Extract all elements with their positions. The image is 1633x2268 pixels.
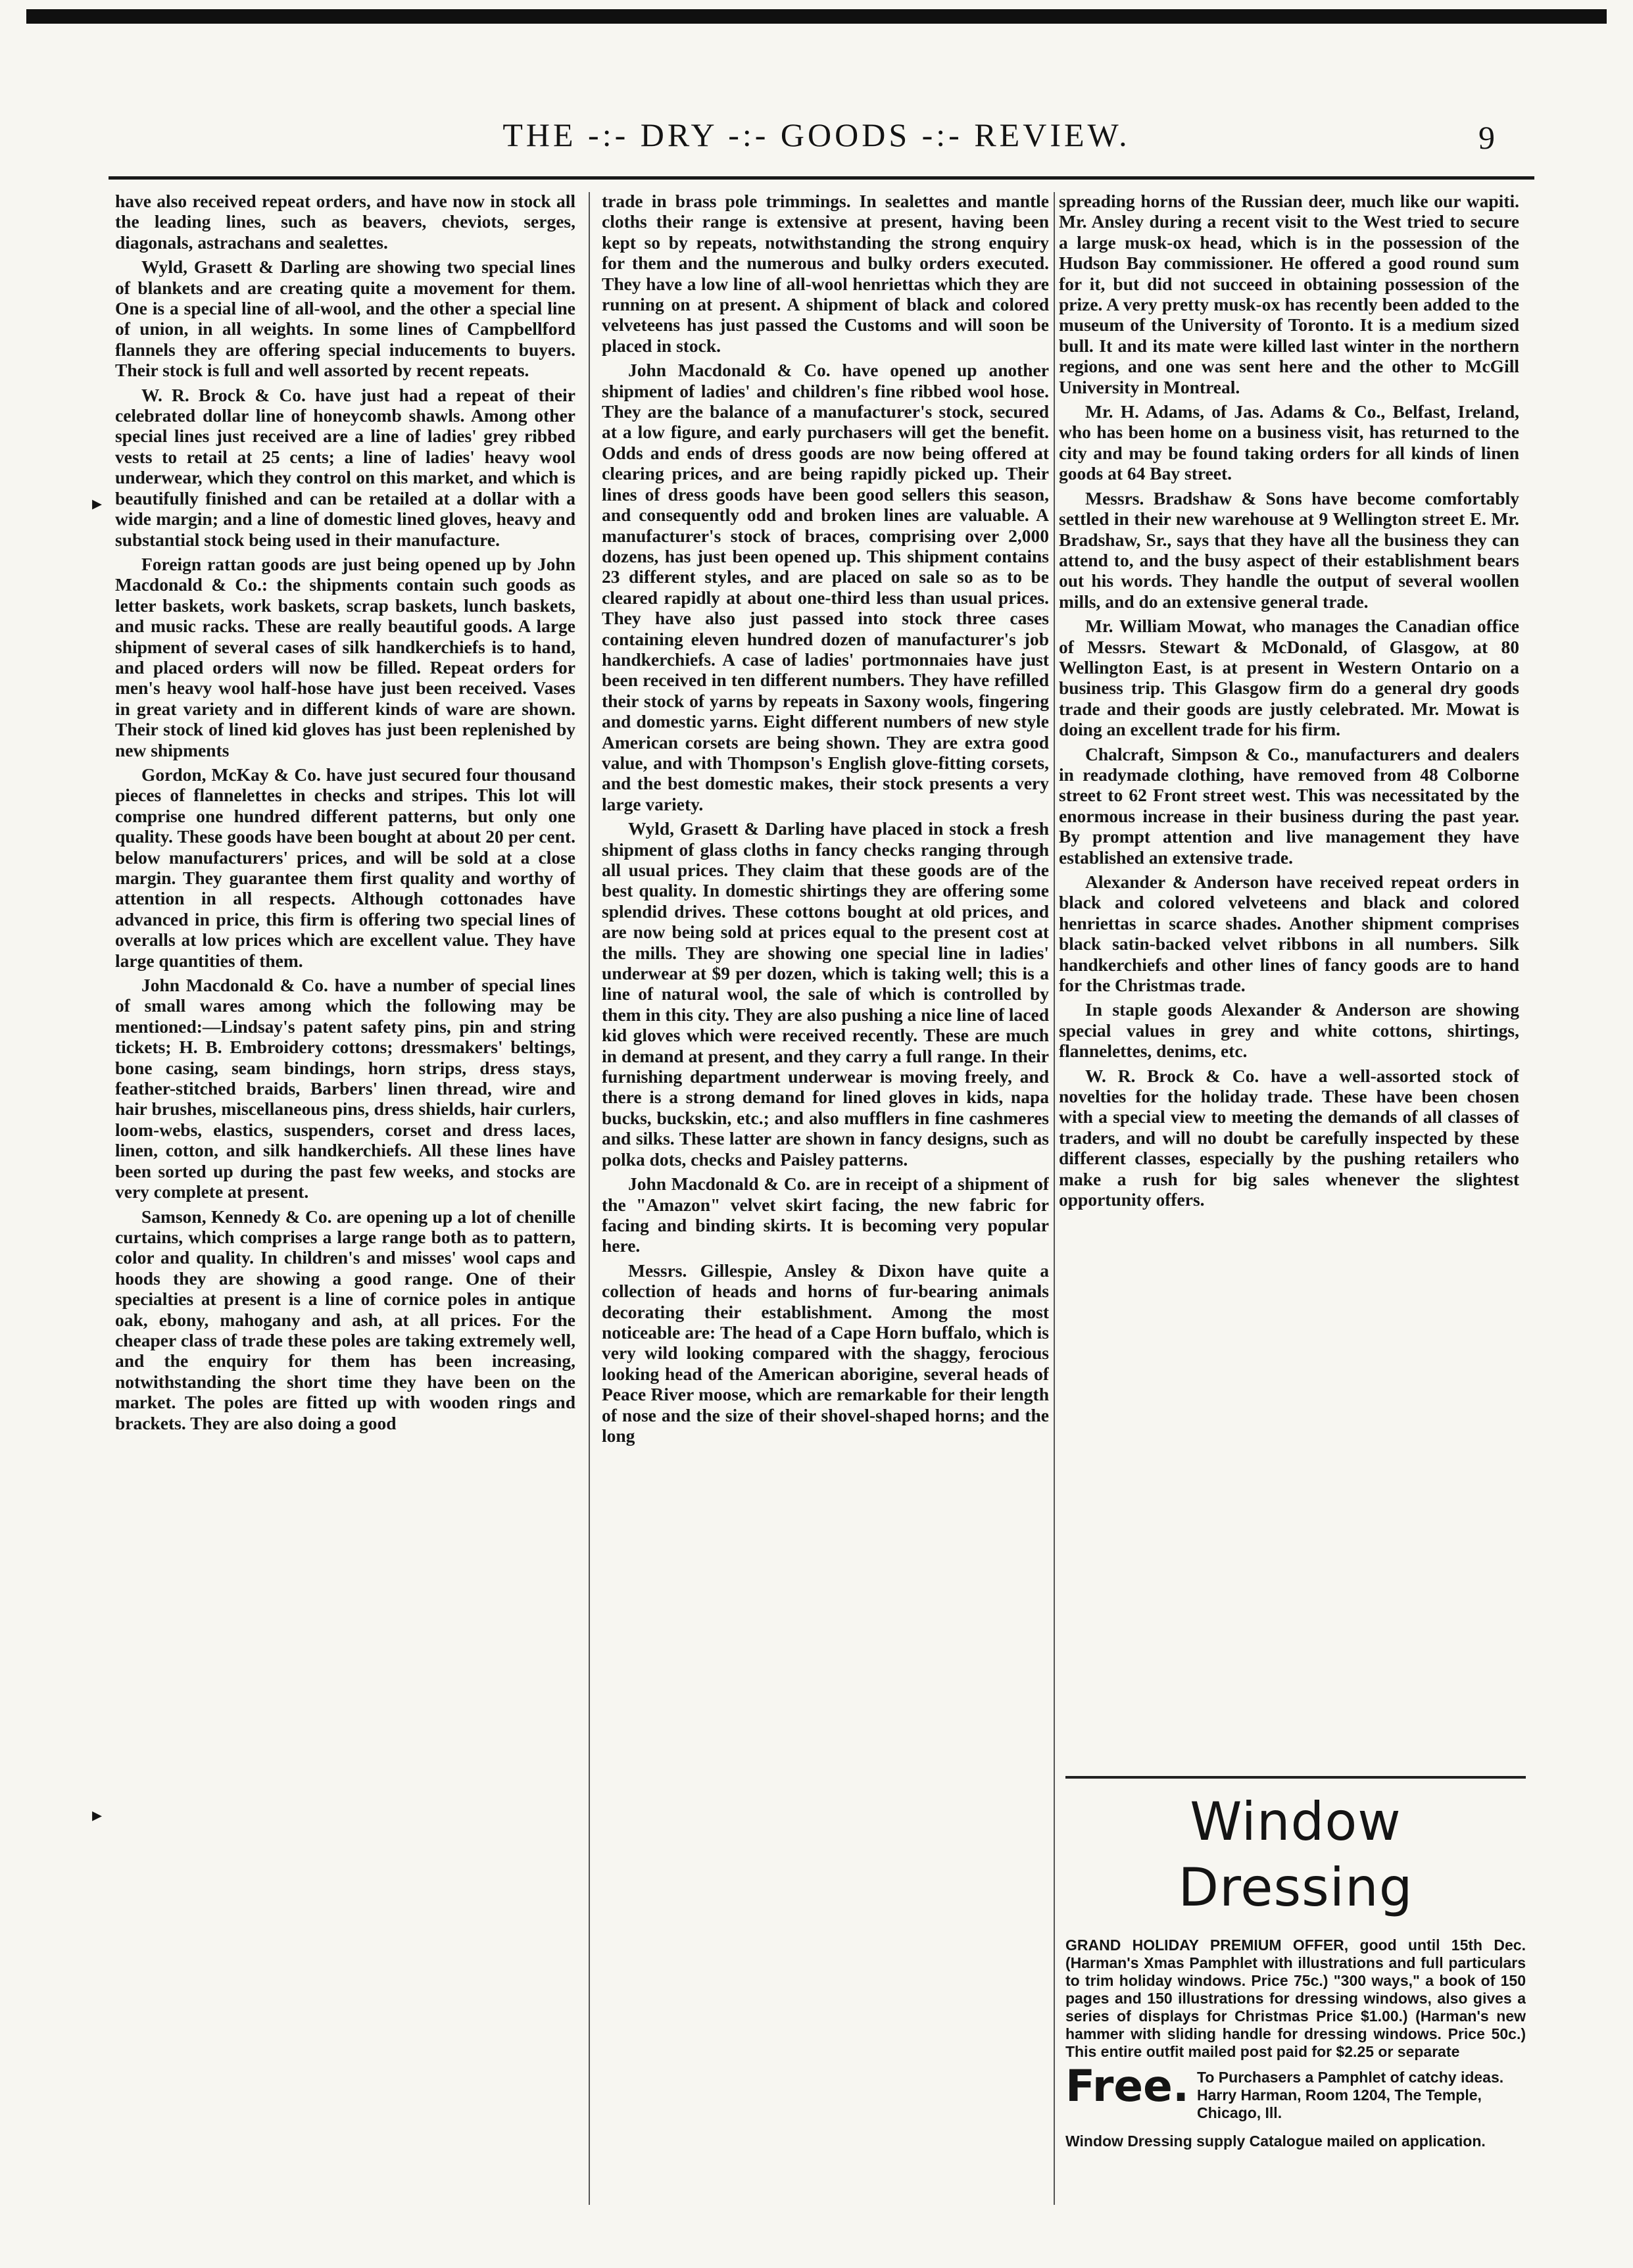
advert-free-row [1065,2061,1526,2122]
page-number: 9 [1478,119,1495,156]
paragraph: Alexander & Anderson have received repeat orders in black and colored velveteens and black and colored henriettas in scarce shades. Another shipment comprises black satin-backed velvet ribbons in all numbers. Silk handkerchiefs and other lines of fancy goods are to hand for the Christmas trade. [1059,872,1519,996]
advert-body: GRAND HOLIDAY PREMIUM OFFER, good until 15th Dec. (Harman's Xmas Pamphlet with illustrations and full particulars to trim holiday windows. Price 75c.) "300 ways," a book of 150 pages and 150 illustrations for dressing windows, also gives a series of displays for Christmas Price $1.00.) (Harman's new hammer with sliding handle for dressing windows. Price 50c.) This entire outfit mailed post paid for $2.25 or separate [1065,1936,1526,2060]
window-dressing-advert [1065,1789,1526,2210]
running-header [0,116,1633,162]
header-rule [109,176,1534,180]
paragraph: Messrs. Bradshaw & Sons have become comfortably settled in their new warehouse at 9 Wellington street E. Mr. Bradshaw, Sr., says that they have all the business they can attend to, and the busy aspect of their establishment bears out his words. They handle the output of several woollen mills, and do an extensive general trade. [1059,487,1519,612]
advert-free-text: To Purchasers a Pamphlet of catchy ideas. Harry Harman, Room 1204, The Temple, Chicago, Ill. [1197,2069,1504,2121]
running-title: THE -:- DRY -:- GOODS -:- REVIEW. [502,116,1131,153]
paragraph: John Macdonald & Co. are in receipt of a shipment of the "Amazon" velvet skirt facing, the new fabric for facing and binding skirts. It is becoming very popular here. [602,1173,1049,1256]
paragraph: Samson, Kennedy & Co. are opening up a lot of chenille curtains, which comprises a large range both as to pattern, color and quality. In children's and misses' wool caps and hoods they are showing a good range. One of their specialties at present is a line of cornice poles in antique oak, ebony, mahogany and ash, at all prices. For the cheaper class of trade these poles are taking extremely well, and the enquiry for them has been increasing, notwithstanding the short time they have been on the market. The poles are fitted up with wooden rings and brackets. They are also doing a good [115,1206,575,1433]
paragraph: Messrs. Gillespie, Ansley & Dixon have quite a collection of heads and horns of fur-bearing animals decorating their establishment. Among the most noticeable are: The head of a Cape Horn buffalo, which is very wild looking compared with the shaggy, ferocious looking head of the American aborigine, several heads of Peace River moose, which are remarkable for their length of nose and the size of their shovel-shaped horns; and the long [602,1260,1049,1446]
top-border-rule [26,9,1607,24]
advert-title: Window Dressing [1178,1791,1413,1918]
advert-free-word: Free. [1065,2061,1190,2111]
paragraph: have also received repeat orders, and have now in stock all the leading lines, such as beavers, cheviots, serges, diagonals, astrachans and sealettes. [115,191,575,253]
paragraph: John Macdonald & Co. have opened up another shipment of ladies' and children's fine ribbed wool hose. They are the balance of a manufacturer's stock, secured at a low figure, and early purchasers will get the benefit. Odds and ends of dress goods are now being offered at clearing prices, and are being rapidly picked up. Their lines of dress goods have been good sellers this season, and consequently odd and broken lines are valuable. A manufacturer's stock of braces, comprising over 2,000 dozens, has just been opened up. This shipment contains 23 different styles, and are placed on sale so as to be cleared rapidly at about one-third less than usual prices. They have also just passed into stock three cases containing eleven hundred dozen of manufacturer's job handkerchiefs. A case of ladies' portmonnaies have just been received in ten different numbers. They have refilled their stock of yarns by repeats in Saxony wools, fingering and domestic yarns. Eight different numbers of new style American corsets are being shown. They are extra good value, and with Thompson's English glove-fitting corsets, and the best domestic makes, their stock presents a very large variety. [602,360,1049,814]
column-divider [1054,192,1055,2205]
paragraph: Wyld, Grasett & Darling are showing two special lines of blankets and are creating quite a movement for them. One is a special line of all-wool, and the other a special line of union, in all weights. In some lines of Campbellford flannels they are offering special inducements to buyers. Their stock is full and well assorted by recent repeats. [115,257,575,381]
paragraph: spreading horns of the Russian deer, much like our wapiti. Mr. Ansley during a recent visit to the West tried to secure a large musk-ox head, which is in the possession of the Hudson Bay commissioner. He offered a good round sum for it, but did not succeed in obtaining possession of the prize. A very pretty musk-ox has recently been added to the museum of the University of Toronto. It is a medium sized bull. It and its mate were killed last winter in the northern regions, and one was sent here and the other to McGill University in Montreal. [1059,191,1519,397]
column-1 [115,191,575,2202]
paragraph: Gordon, McKay & Co. have just secured four thousand pieces of flannelettes in checks and stripes. This lot will comprise one hundred different patterns, but only one quality. These goods have been bought at about 20 per cent. below manufacturers' prices, and will be sold at a close margin. They guarantee them first quality and worthy of attention in all respects. Although cottonades have advanced in price, this firm is offering two special lines of overalls at low prices which are excellent value. They have large quantities of them. [115,764,575,971]
advert-rule [1065,1776,1526,1779]
paragraph: Foreign rattan goods are just being opened up by John Macdonald & Co.: the shipments contain such goods as letter baskets, work baskets, scrap baskets, lunch baskets, and music racks. These are really beautiful goods. A large shipment of several cases of silk handkerchiefs is to hand, and placed orders will now be filled. Repeat orders for men's heavy wool half-hose have just been received. Vases in great variety and in different kinds of ware are shown. Their stock of lined kid gloves has just been replenished by new shipments [115,553,575,760]
column-2 [602,191,1049,2202]
paragraph: John Macdonald & Co. have a number of special lines of small wares among which the following may be mentioned:—Lindsay's patent safety pins, pin and string tickets; H. B. Embroidery cottons; dressmakers' beltings, bone casing, seam bindings, horn strips, dress stays, feather-stitched braids, Barbers' linen thread, wire and hair brushes, miscellaneous pins, dress shields, hair curlers, loom-webs, elastics, suspenders, corset and dress laces, linen, cotton, and silk handkerchiefs. All these lines have been sorted up during the past few weeks, and stocks are very complete at present. [115,975,575,1202]
paragraph: Mr. William Mowat, who manages the Canadian office of Messrs. Stewart & McDonald, of Glasgow, at 80 Wellington East, is at present in Western Ontario on a business trip. This Glasgow firm do a general dry goods trade and their goods are justly celebrated. Mr. Mowat is doing an excellent trade for his firm. [1059,616,1519,740]
advert-footer: Window Dressing supply Catalogue mailed on application. [1065,2132,1486,2150]
paragraph: Mr. H. Adams, of Jas. Adams & Co., Belfast, Ireland, who has been home on a business visit, has returned to the city and may be found taking orders for all kinds of linen goods at 64 Bay street. [1059,401,1519,484]
paragraph: trade in brass pole trimmings. In sealettes and mantle cloths their range is extensive at present, having been kept so by repeats, notwithstanding the strong enquiry for them and the numerous and bulky orders executed. They have a low line of all-wool henriettas which they are running on at present. A shipment of black and colored velveteens has just passed the Customs and will soon be placed in stock. [602,191,1049,356]
paragraph: In staple goods Alexander & Anderson are showing special values in grey and white cottons, shirtings, flannelettes, denims, etc. [1059,999,1519,1062]
column-3 [1059,191,1519,1748]
paragraph: W. R. Brock & Co. have a well-assorted stock of novelties for the holiday trade. These have been chosen with a special view to meeting the demands of all classes of traders, and will no doubt be carefully inspected by these different classes, especially by the pushing retailers who make a rush for big sales whenever the slightest opportunity offers. [1059,1065,1519,1210]
margin-mark: ▸ [92,1804,103,1826]
paragraph: Chalcraft, Simpson & Co., manufacturers and dealers in readymade clothing, have removed from 48 Colborne street to 62 Front street west. This was necessitated by the enormous increase in their business during the past year. By prompt attention and live management they have established an extensive trade. [1059,743,1519,868]
paragraph: Wyld, Grasett & Darling have placed in stock a fresh shipment of glass cloths in fancy checks ranging through all usual prices. They claim that these goods are of the best quality. In domestic shirtings they are offering some splendid drives. These cottons bought at old prices, and are now being sold at prices equal to the present cost at the mills. They are showing one special line in ladies' underwear at $9 per dozen, which is taking well; this is a line of natural wool, the sale of which is controlled by them in this city. They are also pushing a nice line of laced kid gloves which were received recently. These are much in demand at present, and they carry a full range. In their furnishing department underwear is moving freely, and there is a strong demand for lined gloves in kids, napa bucks, buckskin, etc.; and also mufflers in fine cashmeres and silks. These latter are shown in fancy designs, such as polka dots, checks and Paisley patterns. [602,818,1049,1170]
paragraph: W. R. Brock & Co. have just had a repeat of their celebrated dollar line of honeycomb shawls. Among other special lines just received are a line of ladies' grey ribbed vests to retail at 25 cents; a line of ladies' heavy wool underwear, which they control on this market, and which is beautifully finished and can be retailed at a dollar with a wide margin; and a line of domestic lined gloves, heavy and substantial stock being used in their manufacture. [115,384,575,550]
margin-mark: ▸ [92,493,103,514]
column-divider [589,192,590,2205]
